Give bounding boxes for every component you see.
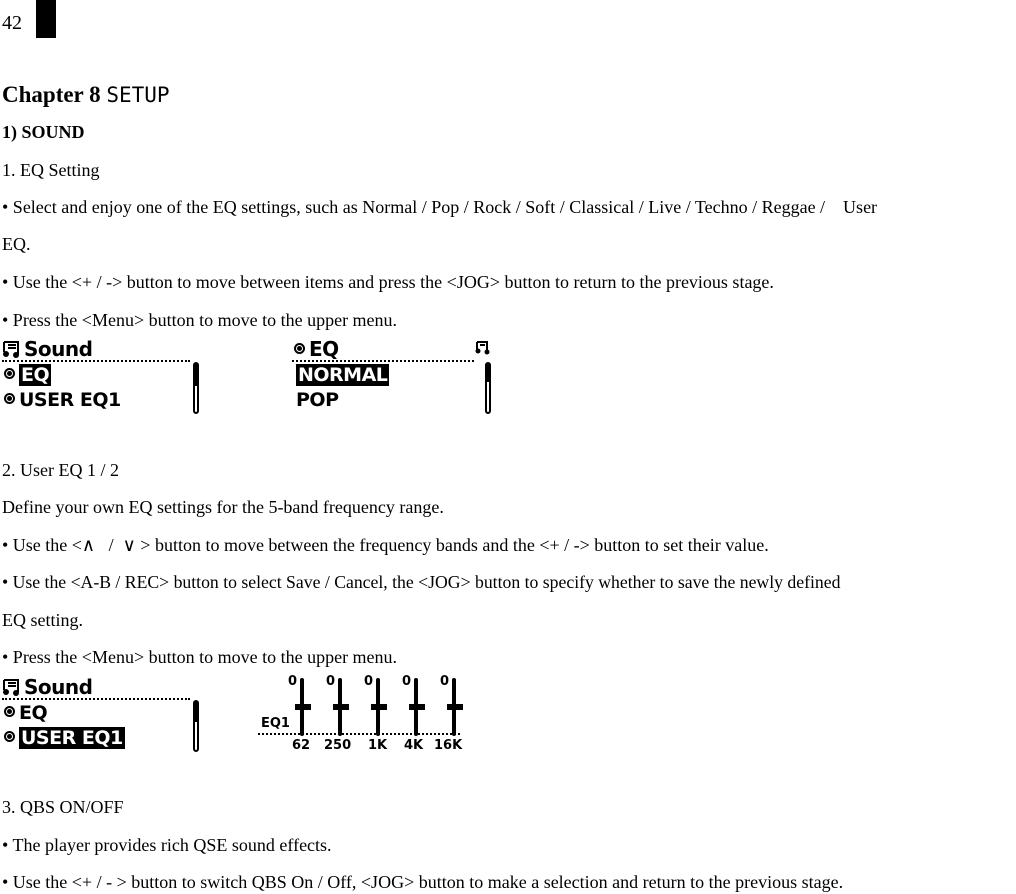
user-eq-bullet2-line1: • Use the <A-B / REC> button to select Save / Cancel, the <JOG> button to specify whether to save the newly defined <box>2 572 841 592</box>
eq-band-value: 0 <box>402 674 412 689</box>
lcd-scrollbar <box>193 362 199 414</box>
qbs-bullet2: • Use the <+ / - > button to switch QBS On / Off, <JOG> button to make a selection and return to the previous stage. <box>2 872 844 892</box>
lcd-item-user-eq1: USER EQ1 <box>4 727 125 749</box>
eq-band-frequency: 62 <box>292 738 311 753</box>
lcd-title-row <box>2 676 92 698</box>
user-eq-bullet2-line2: EQ setting. <box>2 610 83 630</box>
lcd-item-pop: POP <box>296 389 339 411</box>
lcd-scrollbar <box>193 700 199 752</box>
sound-note-icon <box>2 678 22 696</box>
chapter-heading <box>2 82 170 108</box>
eq-band-value: 0 <box>288 674 298 689</box>
radio-icon <box>4 368 15 379</box>
scrollbar-thumb <box>195 364 197 386</box>
eq-band-knob <box>447 704 463 710</box>
eq-band-frequency: 16K <box>434 738 463 753</box>
lcd-item-eq: EQ <box>4 702 47 724</box>
radio-icon <box>4 706 15 717</box>
eq-band-value: 0 <box>326 674 336 689</box>
user-eq-heading: 2. User EQ 1 / 2 <box>2 460 119 480</box>
qbs-heading: 3. QBS ON/OFF <box>2 797 124 817</box>
eq-preset-label: EQ1 <box>261 716 290 731</box>
eq-band-frequency: 4K <box>404 738 424 753</box>
radio-icon <box>4 731 15 742</box>
eq-setting-heading: 1. EQ Setting <box>2 160 100 180</box>
user-eq-intro: Define your own EQ settings for the 5-band frequency range. <box>2 497 444 517</box>
eq-setting-bullet3: • Press the <Menu> button to move to the upper menu. <box>2 310 398 330</box>
radio-icon <box>4 393 15 404</box>
page-number: 42 <box>2 12 22 34</box>
sound-note-icon <box>2 340 22 358</box>
eq-band-knob <box>333 704 349 710</box>
page-marker-bar <box>36 0 56 38</box>
radio-icon <box>294 343 305 354</box>
lcd-item-normal: NORMAL <box>298 364 388 386</box>
eq-baseline <box>258 733 460 735</box>
lcd-user-eq-bands <box>258 674 468 756</box>
lcd-title: Sound <box>24 675 93 699</box>
sound-note-icon <box>475 340 491 356</box>
lcd-scrollbar <box>485 362 491 414</box>
title-divider <box>292 360 474 362</box>
title-divider <box>2 360 190 362</box>
lcd-title-row: EQ <box>294 338 339 360</box>
lcd-sound-menu-usereq <box>2 676 207 754</box>
title-divider <box>2 698 190 700</box>
eq-band-value: 0 <box>440 674 450 689</box>
lcd-title: Sound <box>24 337 93 361</box>
lcd-sound-menu <box>2 338 207 416</box>
eq-setting-bullet1-line1: • Select and enjoy one of the EQ settings, such as Normal / Pop / Rock / Soft / Classical / Live / Techno / Reggae / User <box>2 197 878 217</box>
lcd-item-user-eq1: USER EQ1 <box>4 389 121 411</box>
eq-band-knob <box>409 704 425 710</box>
eq-band-knob <box>371 704 387 710</box>
qbs-bullet1: • The player provides rich QSE sound effects. <box>2 835 332 855</box>
eq-band-frequency: 1K <box>368 738 388 753</box>
chapter-title: SETUP <box>106 83 170 107</box>
lcd-item-eq: EQ <box>4 364 51 386</box>
section-title: 1) SOUND <box>2 122 85 142</box>
user-eq-bullet1: • Use the <∧ / ∨ > button to move between the frequency bands and the <+ / -> button to set their value. <box>2 535 769 555</box>
eq-band-frequency: 250 <box>324 738 352 753</box>
scrollbar-thumb <box>487 364 489 382</box>
eq-setting-bullet2: • Use the <+ / -> button to move between items and press the <JOG> button to return to the previous stage. <box>2 272 774 292</box>
lcd-eq-menu <box>292 338 497 416</box>
eq-band-knob <box>295 704 311 710</box>
eq-band-value: 0 <box>364 674 374 689</box>
user-eq-bullet3: • Press the <Menu> button to move to the upper menu. <box>2 647 398 667</box>
eq-setting-bullet1-line2: EQ. <box>2 234 31 254</box>
scrollbar-thumb <box>195 702 197 722</box>
chapter-label: Chapter 8 <box>2 82 101 107</box>
lcd-title-row <box>2 338 92 360</box>
